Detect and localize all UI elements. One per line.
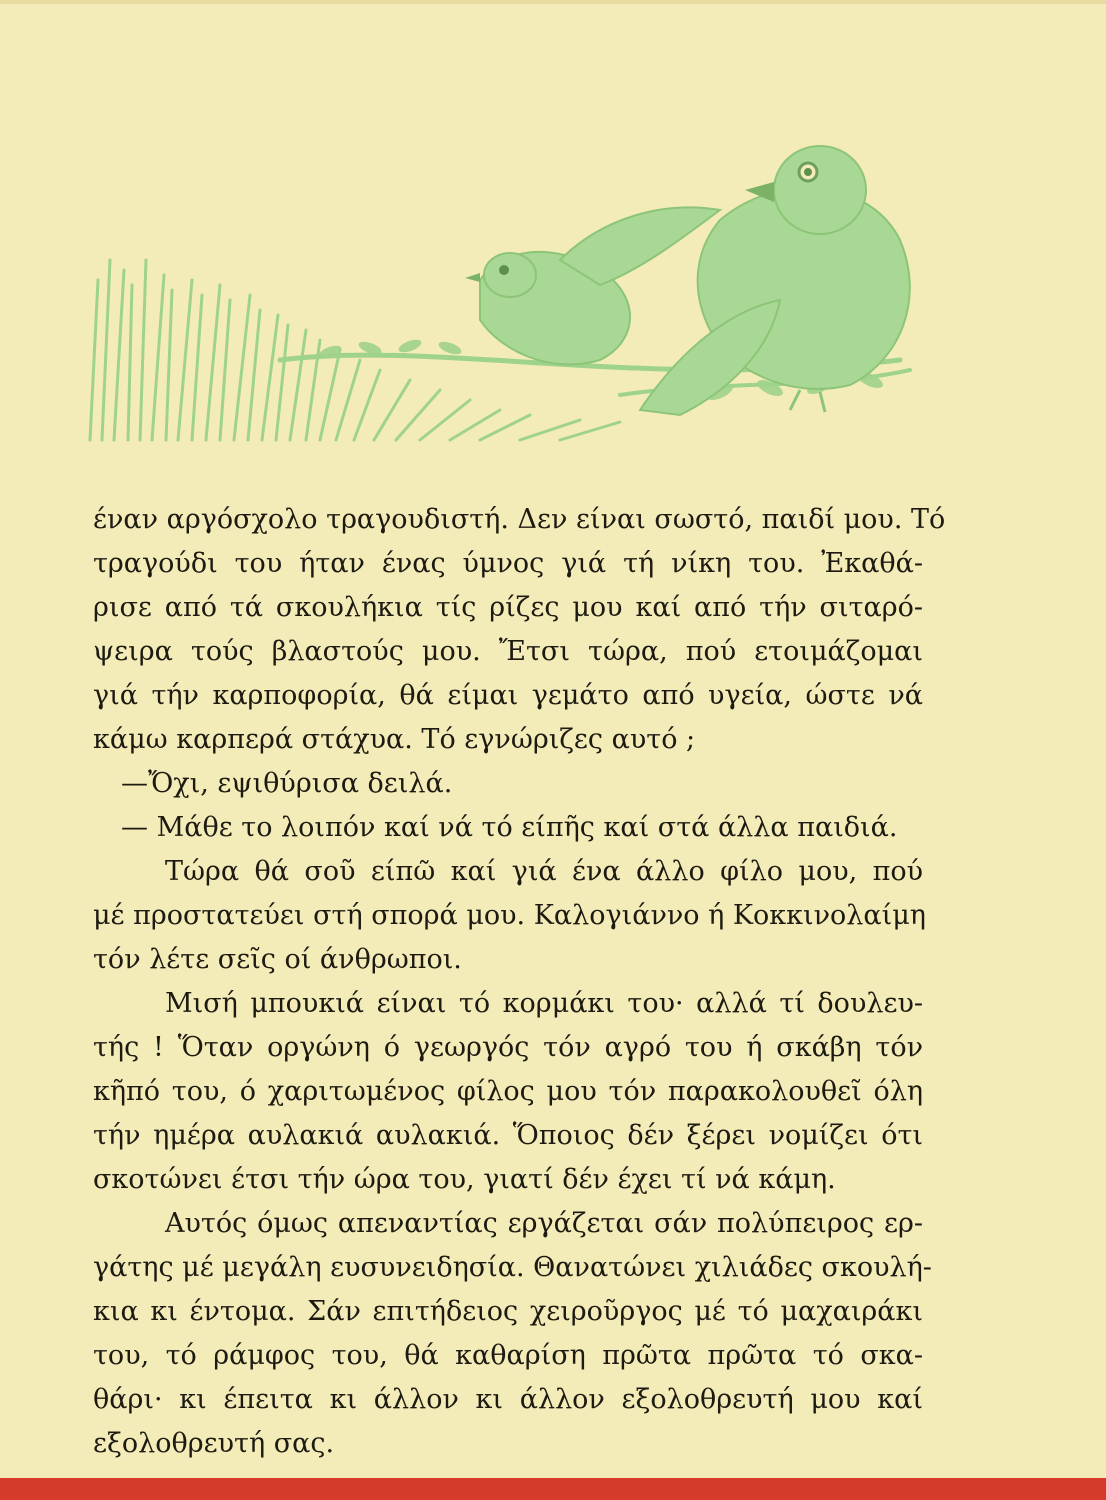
body-text (93, 498, 946, 1466)
text-line: κια κι έντομα. Σάν επιτήδειος χειροῦργος μέ τό μαχαιράκι (93, 1296, 923, 1327)
text-line: του, τό ράμφος του, θά καθαρίση πρῶτα πρῶτα τό σκα- (93, 1340, 923, 1371)
text-line: θάρι· κι έπειτα κι άλλον κι άλλον εξολοθρευτή μου καί (93, 1384, 923, 1415)
text-line: τήν ημέρα αυλακιά αυλακιά. Ὅποιος δέν ξέρει νομίζει ότι (93, 1120, 923, 1151)
text-line: γιά τήν καρποφορία, θά είμαι γεμάτο από υγεία, ώστε νά (93, 680, 923, 711)
paragraph-start-line: Αυτός όμως απεναντίας εργάζεται σάν πολύπειρος ερ- (165, 1208, 923, 1239)
text-line: μέ προστατεύει στή σπορά μου. Καλογιάννο ή Κοκκινολαίμη (93, 900, 926, 931)
dialogue-line: — Μάθε το λοιπόν καί νά τό είπῆς καί στά άλλα παιδιά. (121, 812, 898, 843)
text-line: σκοτώνει έτσι τήν ώρα του, γιατί δέν έχει τί νά κάμη. (93, 1164, 836, 1195)
text-line: ψειρα τούς βλαστούς μου. Ἔτσι τώρα, πού ετοιμάζομαι (93, 636, 923, 667)
text-line: ρισε από τά σκουλήκια τίς ρίζες μου καί από τήν σιταρό- (93, 592, 923, 623)
text-line: τόν λέτε σεῖς οί άνθρωποι. (93, 944, 462, 975)
dialogue-line: —Ὄχι, εψιθύρισα δειλά. (121, 768, 453, 799)
text-line: έναν αργόσχολο τραγουδιστή. Δεν είναι σωστό, παιδί μου. Τό (93, 504, 946, 535)
text-line: εξολοθρευτή σας. (93, 1428, 335, 1459)
text-line: τής ! Ὅταν οργώνη ό γεωργός τόν αγρό του ή σκάβη τόν (93, 1032, 923, 1063)
page-bottom-edge (0, 1478, 1106, 1500)
paragraph-start-line: Τώρα θά σοῦ είπῶ καί γιά ένα άλλο φίλο μου, πού (165, 856, 923, 887)
text-line: γάτης μέ μεγάλη ευσυνειδησία. Θανατώνει χιλιάδες σκουλή- (93, 1252, 932, 1283)
page-top-edge (0, 0, 1106, 4)
text-line: κῆπό του, ό χαριτωμένος φίλος μου τόν παρακολουθεῖ όλη (93, 1076, 923, 1107)
paragraph-start-line: Μισή μπουκιά είναι τό κορμάκι του· αλλά τί δουλευ- (165, 988, 923, 1019)
text-line: κάμω καρπερά στάχυα. Τό εγνώριζες αυτό ; (93, 724, 696, 755)
birds-illustration-icon (80, 110, 940, 450)
text-line: τραγούδι του ήταν ένας ύμνος γιά τή νίκη του. Ἐκαθά- (93, 548, 923, 579)
